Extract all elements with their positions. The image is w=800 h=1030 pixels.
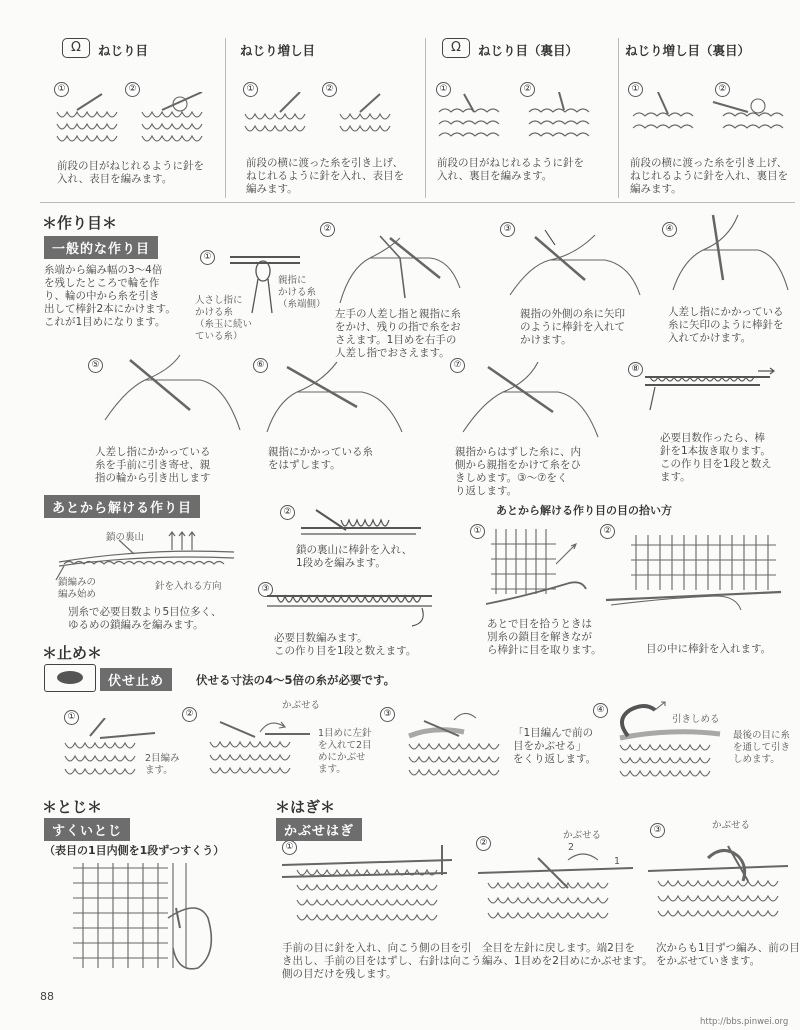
cast-num-5: ⑤ [88,358,103,373]
hagi-step1-illustration [282,845,462,940]
unravel-step3-illustration [262,578,442,628]
num-2: ② [125,82,140,97]
toji-label: すくいとじ [44,818,130,841]
pickup1-text: あとで目を拾うときは 別糸の鎖目を解きなが ら棒針に目を取ります。 [487,618,602,656]
twist-purl-text: 前段の目がねじれるように針を 入れ、裏目を編みます。 [437,157,584,182]
unravel-num-3: ③ [258,582,273,597]
bo-num-3: ③ [380,707,395,722]
cast-on-step6-text: 親指にかかっている糸 をはずします。 [268,446,373,471]
hagi-title: ＊はぎ＊ [275,798,336,816]
cast-on-step5-illustration [100,350,250,440]
cast-on-title: ＊作り目＊ [42,214,118,232]
bind-off-symbol-icon [57,671,83,684]
unravel-text2: 鎖の裏山に棒針を入れ、 1段めを編みます。 [296,544,413,569]
twist-purl-increase-illustration [628,92,798,152]
bo-num-2: ② [182,707,197,722]
bind-off-step2-text: 1目めに左針 を入れて2目 めにかぶせ ます。 [318,728,372,775]
num-2b: ② [322,82,337,97]
pickup2-text: 目の中に棒針を入れます。 [646,643,772,655]
bind-off-pull-label: 引きしめる [672,714,720,725]
hagi-num-1: ① [282,840,297,855]
num-1c: ① [436,82,451,97]
chain-back-label: 鎖の裏山 [106,532,145,543]
hagi-step2-illustration [478,848,638,938]
cast-on-step2-text: 左手の人差し指と親指に糸 をかけ、残りの指で糸をお さえます。1目めを右手の 人差し指でおさえます。 [335,308,461,359]
cast-num-4: ④ [662,222,677,237]
chain-start-label: 鎖編みの 編み始め [58,577,97,600]
cast-num-8: ⑧ [628,362,643,377]
cast-on-step7-illustration [458,352,608,442]
pickup-num-2: ② [600,524,615,539]
twist-increase-title: ねじり増し目 [240,43,316,58]
hagi-label: かぶせはぎ [276,818,362,841]
bind-off-note: 伏せる寸法の4～5倍の糸が必要です。 [196,673,396,687]
cast-on-step2-illustration [330,228,480,308]
cast-on-step5-text: 人差し指にかかっている 糸を手前に引き寄せ、親 指の輪から引き出します [95,446,211,484]
twist-purl-increase-title: ねじり増し目（裏目） [625,43,751,58]
hagi-num-2: ② [476,836,491,851]
cast-num-1: ① [200,250,215,265]
bo-num-4: ④ [593,703,608,718]
hagi-step2-text: 全目を左針に戻します。端2目を 編み、1目めを2目めにかぶせます。 [482,942,653,967]
cast-num-3: ③ [500,222,515,237]
top-divider [40,202,795,203]
num-1b: ① [243,82,258,97]
unravel-text3: 必要目数編みます。 この作り目を1段と数えます。 [274,632,417,657]
twist-symbol-icon: Ω [62,38,90,58]
cast-on-step8-illustration [640,365,780,415]
num-1: ① [54,82,69,97]
hagi-n1: 1 [614,856,621,867]
bind-off-step2-illustration [205,712,315,782]
pickup-title: あとから解ける作り目の目の拾い方 [496,504,672,517]
cast-num-6: ⑥ [253,358,268,373]
hagi-cover-label: かぶせる [563,830,602,841]
cast-on-step4-text: 人差し指にかかっている 糸に矢印のように棒針を 入れてかけます。 [668,306,784,344]
pickup2-illustration [606,530,786,620]
pickup1-illustration [486,524,596,614]
cast-on-step3-illustration [505,225,645,310]
twist-purl-symbol-icon: Ω [442,38,470,58]
bind-off-title: ＊止め＊ [42,644,103,662]
bind-off-cover-label: かぶせる [282,700,321,711]
bind-off-symbol-box [44,664,96,692]
twist-stitch-text: 前段の目がねじれるように針を 入れ、表目を編みます。 [57,160,204,185]
top-vdiv-3 [618,38,619,198]
hagi-num-3: ③ [650,823,665,838]
cast-on-step3-text: 親指の外側の糸に矢印 のように棒針を入れて かけます。 [520,308,625,346]
cast-on-step4-illustration [668,210,798,300]
cast-num-7: ⑦ [450,358,465,373]
twist-purl-title: ねじり目（裏目） [478,43,579,58]
bo-num-1: ① [64,710,79,725]
num-2c: ② [520,82,535,97]
cast-on-step7-text: 親指からはずした糸に、内 側から親指をかけて糸をひ きしめます。③～⑦をく り返します。 [455,446,581,497]
general-cast-on-label: 一般的な作り目 [44,236,158,259]
twist-stitch-title: ねじり目 [98,43,149,58]
bind-off-step4-text: 最後の目に糸 を通して引き しめます。 [733,730,791,765]
top-vdiv-2 [425,38,426,198]
num-2d: ② [715,82,730,97]
twist-increase-illustration [240,92,410,152]
hagi-step3-text: 次からも1目ずつ編み、前の目 をかぶせていきます。 [656,942,800,967]
twist-increase-text: 前段の横に渡った糸を引き上げ、 ねじれるように針を入れ、表目を 編みます。 [246,157,405,195]
page-number: 88 [40,990,54,1003]
bind-off-label: 伏せ止め [100,668,172,691]
top-vdiv-1 [225,38,226,198]
hagi-cover-label-2: かぶせる [712,820,751,831]
hagi-step3-illustration [648,836,793,936]
needle-direction-label: 針を入れる方向 [155,581,222,592]
twist-purl-illustration [434,92,614,152]
toji-illustration [68,858,228,978]
unravel-num-2: ② [280,505,295,520]
bind-off-step3-text: 「1目編んで前の 目をかぶせる」 をくり返します。 [513,727,597,765]
cast-on-step1-b: 親指に かける糸 （糸端側） [278,275,326,310]
cast-num-2: ② [320,222,335,237]
hagi-n2: 2 [568,842,575,853]
twist-purl-increase-text: 前段の横に渡った糸を引き上げ、 ねじれるように針を入れ、裏目を 編みます。 [630,157,789,195]
twist-stitch-illustration [52,92,220,152]
num-1d: ① [628,82,643,97]
cast-on-step8-text: 必要目数作ったら、棒 針を1本抜き取ります。 この作り目を1段と数え ます。 [660,432,772,483]
hagi-step1-text: 手前の目に針を入れ、向こう側の目を引 き出し、手前の目をはずし、右針は向こう 側の目だけを残します。 [282,942,482,980]
unravel-cast-on-label: あとから解ける作り目 [44,495,200,518]
unravel-text1: 別糸で必要目数より5目位多く、 ゆるめの鎖編みを編みます。 [68,606,222,631]
bind-off-step4-illustration [610,700,730,785]
cast-on-step1-a: 人さし指に かける糸 （糸玉に続い ている糸） [195,295,253,342]
cast-on-intro: 糸端から編み幅の3～4倍 を残したところで輪を作 り、輪の中から糸を引き 出して棒針2本にかけます。 これが1目めになります。 [44,264,176,328]
bind-off-step1-text: 2目編み ます。 [145,753,180,776]
toji-sub: （表目の1目内側を1段ずつすくう） [44,844,225,857]
unravel-step2-illustration [296,500,426,540]
cast-on-step6-illustration [262,352,412,442]
pickup-num-1: ① [470,524,485,539]
toji-title: ＊とじ＊ [42,798,103,816]
watermark-text: http://bbs.pinwei.org [700,1017,789,1027]
bind-off-step3-illustration [404,706,504,784]
